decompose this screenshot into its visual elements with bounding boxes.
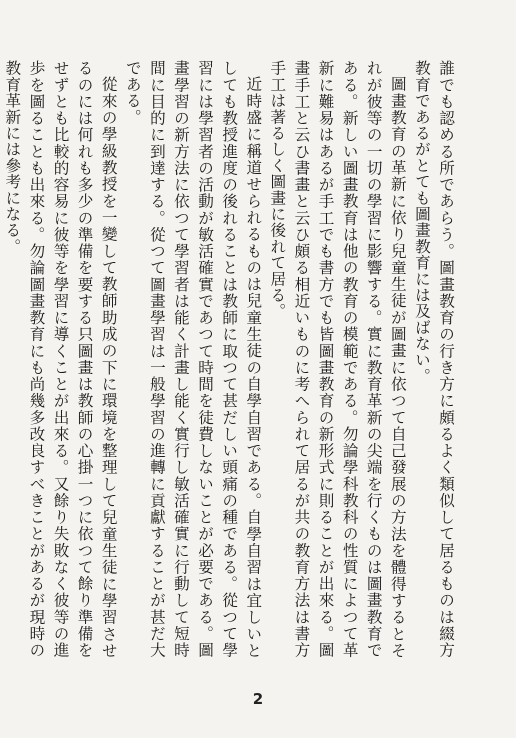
paragraph-art-education-reform: 圖畫教育の革新に依り兒童生徒が圖畫に依つて自己發展の方法を體得するとそれが彼等の一切の學習に影響する。實に教育革新の尖端を行くものは圖畫教育である。新しい圖畫教育は他の教育の模範である。勿論學科教科の性質によつて革新に難易はあるが手工でも書方でも皆圖畫教育の新形式に則ることが出來る。圖畫手工と云ひ書畫と云ひ頗る相近いものに考へられて居るが共の教育方法は書方手工は著るしく圖畫に後れて居る。 <box>268 60 407 658</box>
vertical-text-body <box>0 60 458 658</box>
page-number: 2 <box>252 690 264 708</box>
paragraph-continuation: 誰でも認める所であらう。圖畫教育の行き方に頗るよく類似して居るものは綴方教育であるがとても圖畫教育には及ばない。 <box>412 60 455 658</box>
paragraph-class-teaching: 從來の學級教授を一變して教師助成の下に環境を整理して兒童生徒に學習させるのには何れも多少の準備を要する只圖畫は教師の心掛一つに依つて餘り準備をせずとも比較的容易に彼等を學習に導くことが出來る。又餘り失敗なく彼等の進歩を圖ることも出來る。勿論圖畫教育にも尚幾多改良すべきことがあるが現時の教育革新には參考になる。 <box>3 60 118 658</box>
paragraph-self-study: 近時盛に稱道せられるものは兒童生徒の自學自習である。自學自習は宜しいとしても教授進度の後れることは教師に取つて甚だしい頭痛の種である。從つて學習には學習者の活動が敏活確實であつて時間を徒費しないことが必要である。圖畫學習の新方法に依つて學習者は能く計畫し能く實行し敏活確實に行動して短時間に目的に到達する。從つて圖畫學習は一般學習の進轉に貢獻することが甚だ大である。 <box>123 60 263 658</box>
